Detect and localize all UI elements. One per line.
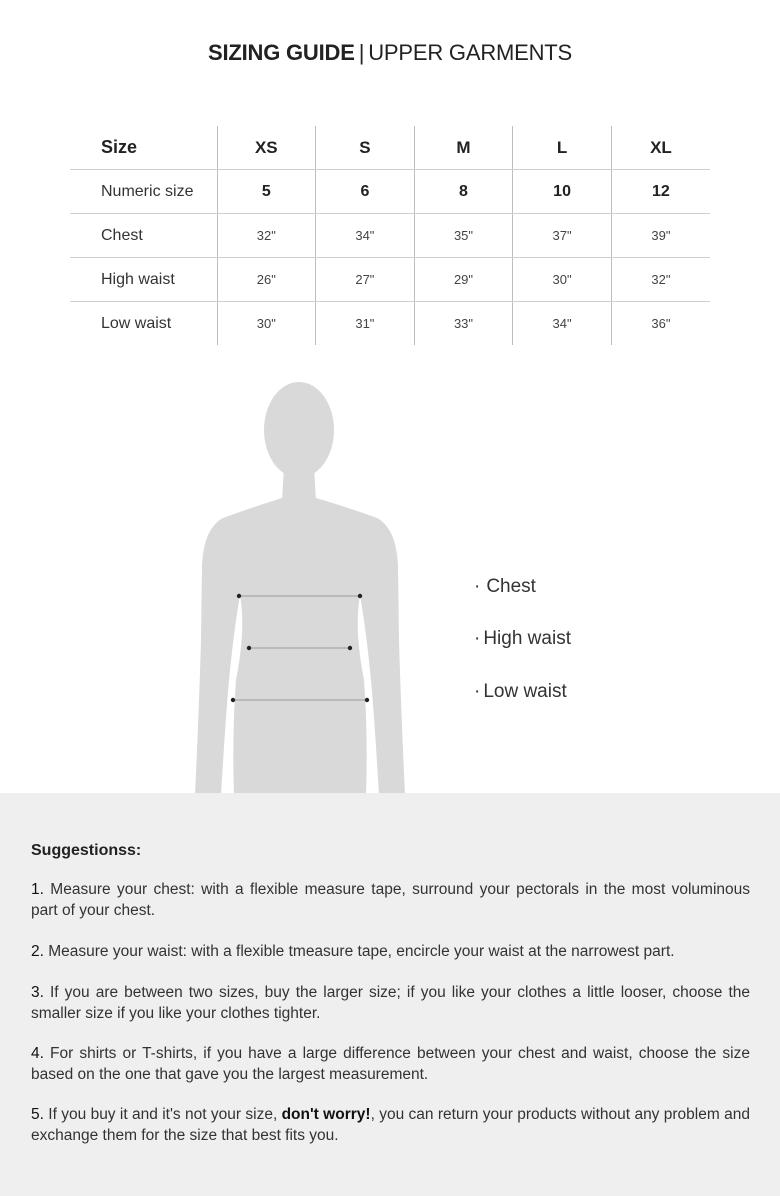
- table-row: [70, 214, 710, 258]
- suggestion-item: [31, 879, 750, 921]
- table-cell: 12: [611, 170, 710, 214]
- table-cell: 32": [611, 258, 710, 302]
- column-header: L: [513, 126, 612, 170]
- suggestion-text-post: , you can return your products without any problem and exchange them for the size that best fits you.: [31, 1106, 750, 1144]
- title-subtitle: UPPER GARMENTS: [368, 40, 573, 65]
- title-separator: |: [358, 40, 365, 65]
- legend-item-low-waist: [474, 681, 567, 703]
- legend-label: High waist: [483, 628, 571, 649]
- table-cell: 34": [513, 302, 612, 346]
- table-cell: 8: [414, 170, 513, 214]
- body-silhouette-icon: [190, 380, 410, 795]
- legend-label: Chest: [486, 576, 536, 597]
- table-cell: 32": [217, 214, 316, 258]
- table-cell: 31": [316, 302, 415, 346]
- table-cell: 39": [611, 214, 710, 258]
- legend-item-high-waist: [474, 628, 571, 650]
- table-cell: 27": [316, 258, 415, 302]
- table-cell: 10: [513, 170, 612, 214]
- column-header: XS: [217, 126, 316, 170]
- table-row: [70, 170, 710, 214]
- table-cell: 34": [316, 214, 415, 258]
- table-cell: 35": [414, 214, 513, 258]
- table-row: [70, 302, 710, 346]
- suggestion-item: [31, 1043, 750, 1085]
- suggestion-text: For shirts or T-shirts, if you have a large difference between your chest and waist, choose the size based on the one that gave you the largest measurement.: [31, 1045, 750, 1083]
- row-label: Numeric size: [70, 170, 217, 214]
- suggestion-number: 1.: [31, 881, 44, 898]
- table-cell: 5: [217, 170, 316, 214]
- page-title: [0, 40, 780, 66]
- suggestion-text-bold: don't worry!: [281, 1106, 371, 1123]
- suggestion-item: [31, 1104, 750, 1146]
- size-table: [70, 126, 710, 345]
- table-cell: 33": [414, 302, 513, 346]
- column-header: S: [316, 126, 415, 170]
- suggestion-text: Measure your chest: with a flexible measure tape, surround your pectorals in the most voluminous part of your chest.: [31, 881, 750, 919]
- column-header: XL: [611, 126, 710, 170]
- bullet-icon: ·: [474, 628, 481, 649]
- row-label: High waist: [70, 258, 217, 302]
- table-row: [70, 258, 710, 302]
- title-bold: SIZING GUIDE: [207, 40, 355, 65]
- table-cell: 29": [414, 258, 513, 302]
- suggestion-text: If you are between two sizes, buy the larger size; if you like your clothes a little looser, choose the smaller size if you like your clothes tighter.: [31, 984, 750, 1022]
- suggestion-item: [31, 941, 750, 962]
- legend-label: Low waist: [483, 681, 567, 702]
- suggestion-text: Measure your waist: with a flexible tmeasure tape, encircle your waist at the narrowest part.: [48, 943, 675, 960]
- suggestion-number: 3.: [31, 984, 44, 1001]
- table-cell: 37": [513, 214, 612, 258]
- row-label: Chest: [70, 214, 217, 258]
- bullet-icon: ·: [474, 681, 481, 702]
- table-corner-header: Size: [70, 126, 217, 170]
- suggestion-number: 4.: [31, 1045, 44, 1062]
- suggestions-heading: Suggestionss:: [31, 842, 142, 859]
- legend-item-chest: [474, 576, 536, 598]
- table-header-row: [70, 126, 710, 170]
- table-cell: 30": [513, 258, 612, 302]
- body-silhouette-figure: [190, 380, 410, 795]
- suggestion-number: 2.: [31, 943, 44, 960]
- suggestion-number: 5.: [31, 1106, 44, 1123]
- table-cell: 26": [217, 258, 316, 302]
- column-header: M: [414, 126, 513, 170]
- table-cell: 6: [316, 170, 415, 214]
- bullet-icon: ·: [474, 576, 481, 597]
- suggestions-panel: [0, 793, 780, 1196]
- table-cell: 30": [217, 302, 316, 346]
- row-label: Low waist: [101, 314, 172, 332]
- suggestion-text-pre: If you buy it and it's not your size,: [48, 1106, 282, 1123]
- table-cell: 36": [611, 302, 710, 346]
- suggestion-item: [31, 982, 750, 1024]
